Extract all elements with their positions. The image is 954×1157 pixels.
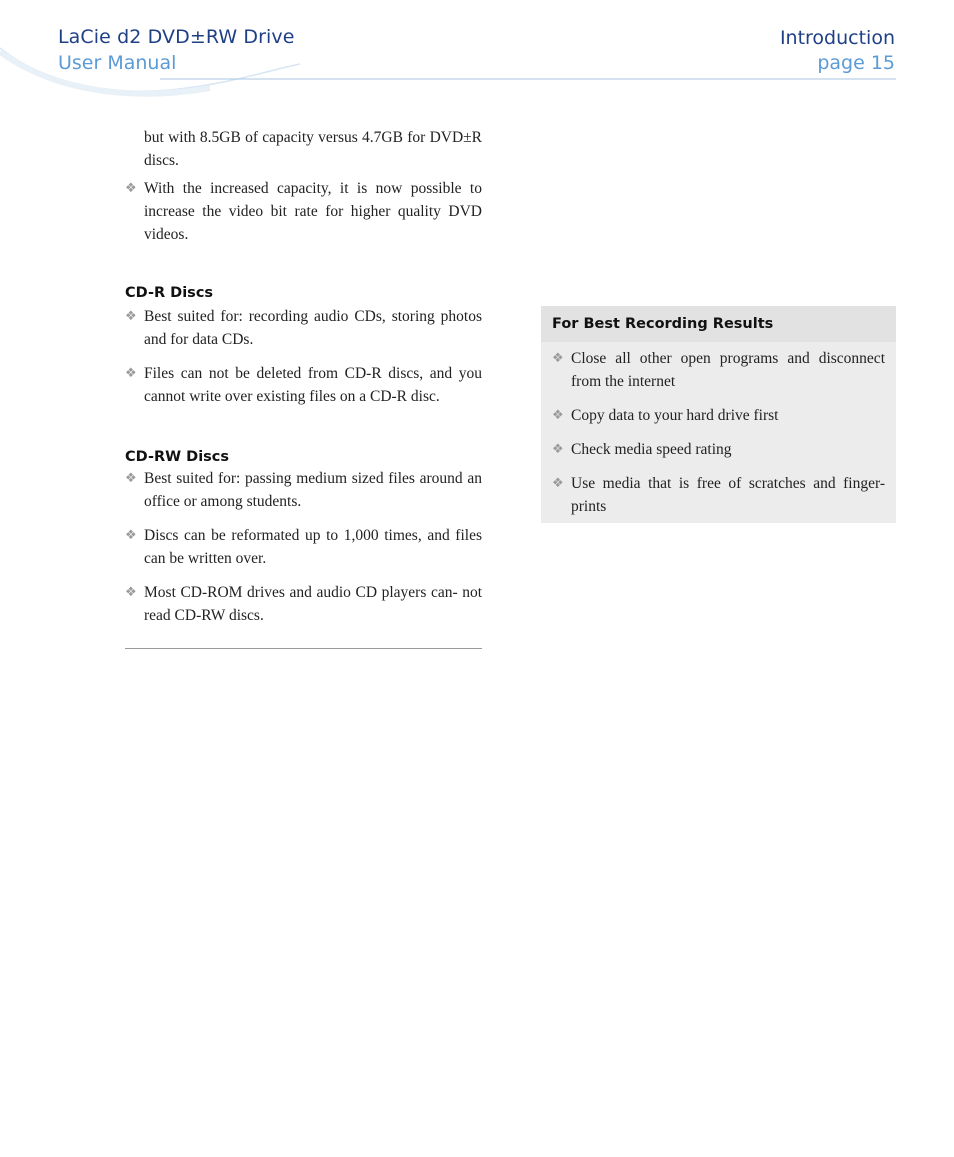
bullet-text: With the increased capacity, it is now possible to increase the video bit rate for higher quality DVD videos. (144, 180, 482, 243)
list-item (125, 581, 482, 627)
tip-list (541, 342, 896, 518)
bullet-text: Check media speed rating (571, 441, 732, 458)
list-item (125, 177, 482, 246)
bullet-icon: ❖ (552, 476, 564, 491)
bullet-text: Close all other open programs and disconnect from the internet (571, 350, 885, 390)
cdrw-heading: CD-RW Discs (125, 449, 230, 465)
list-item (552, 347, 885, 393)
left-column (125, 126, 482, 627)
bullet-icon: ❖ (125, 471, 137, 486)
list-item (125, 467, 482, 513)
bullet-text: Copy data to your hard drive first (571, 407, 779, 424)
document-title: LaCie d2 DVD±RW Drive (58, 26, 295, 48)
page-number: page 15 (817, 52, 895, 74)
bullet-text: Use media that is free of scratches and finger- prints (571, 475, 885, 515)
section-name: Introduction (779, 27, 895, 49)
bullet-icon: ❖ (125, 366, 137, 381)
bullet-text: Discs can be reformated up to 1,000 times, and files can be written over. (144, 527, 482, 567)
list-item (552, 438, 885, 461)
bullet-text: Files can not be deleted from CD-R discs, and you cannot write over existing files on a CD-R disc. (144, 365, 482, 405)
bullet-icon: ❖ (552, 442, 564, 457)
tip-box (541, 306, 896, 523)
bullet-text: Best suited for: passing medium sized files around an office or among students. (144, 470, 482, 510)
bullet-icon: ❖ (552, 408, 564, 423)
list-item (125, 305, 482, 351)
list-item (125, 524, 482, 570)
list-item (125, 362, 482, 408)
bullet-icon: ❖ (125, 181, 137, 196)
bullet-text: Best suited for: recording audio CDs, storing photos and for data CDs. (144, 308, 482, 348)
cdr-heading: CD-R Discs (125, 285, 214, 301)
bullet-icon: ❖ (125, 528, 137, 543)
column-divider (125, 648, 482, 649)
tip-box-heading: For Best Recording Results (541, 306, 896, 342)
bullet-icon: ❖ (552, 351, 564, 366)
list-item (552, 472, 885, 518)
list-item (552, 404, 885, 427)
bullet-text: Most CD-ROM drives and audio CD players can- not read CD-RW discs. (144, 584, 482, 624)
intro-paragraph: but with 8.5GB of capacity versus 4.7GB for DVD±R discs. (144, 129, 482, 169)
bullet-icon: ❖ (125, 585, 137, 600)
bullet-icon: ❖ (125, 309, 137, 324)
document-subtitle: User Manual (58, 52, 177, 74)
